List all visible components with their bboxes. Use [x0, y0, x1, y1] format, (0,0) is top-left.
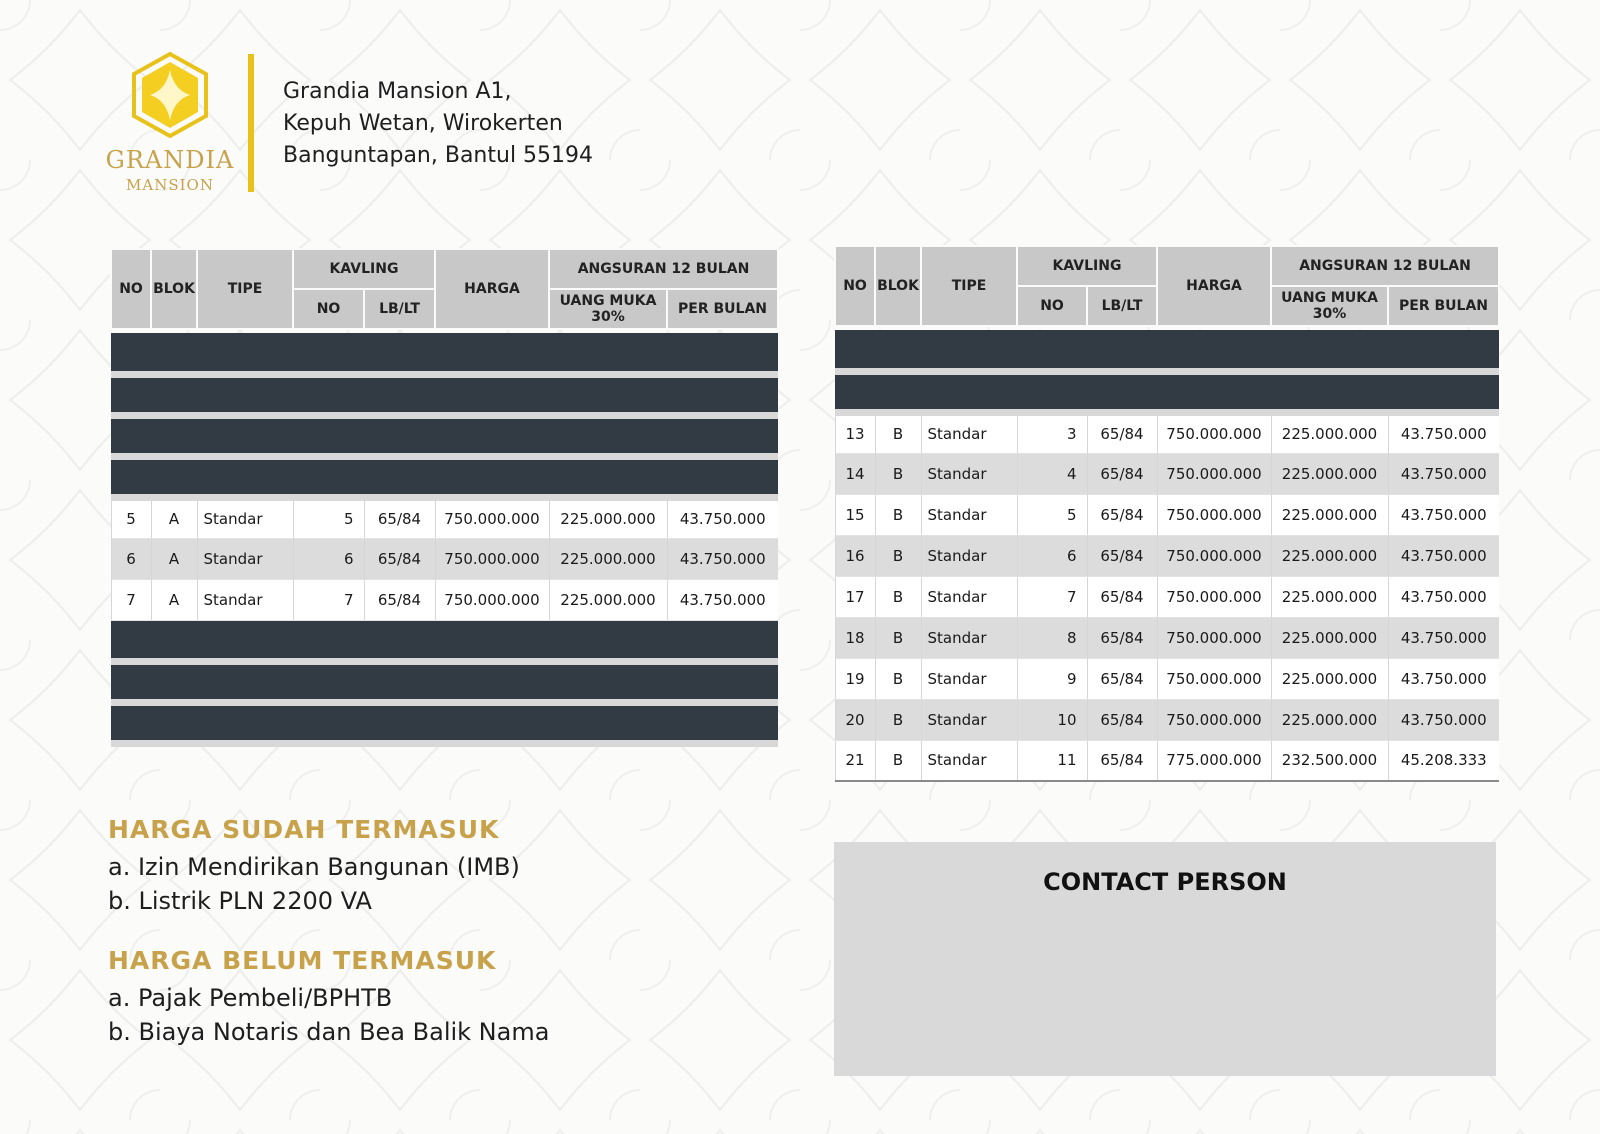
cell-tipe: Standar [921, 453, 1017, 494]
header-lb-lt: LB/LT [1087, 286, 1157, 326]
included-item: b. Listrik PLN 2200 VA [108, 887, 372, 915]
cell-uang-muka: 225.000.000 [1271, 617, 1388, 658]
table-row [111, 538, 778, 579]
cell-harga: 750.000.000 [1157, 699, 1271, 740]
cell-tipe: Standar [921, 699, 1017, 740]
cell-blok: A [151, 538, 197, 579]
cell-no: 21 [835, 740, 875, 781]
cell-harga: 750.000.000 [1157, 658, 1271, 699]
cell-kavling-no: 7 [1017, 576, 1087, 617]
cell-tipe: Standar [921, 576, 1017, 617]
contact-person-box [834, 842, 1496, 1076]
header-tipe: TIPE [197, 249, 293, 329]
cell-per-bulan: 43.750.000 [1388, 535, 1499, 576]
address-block [283, 76, 593, 172]
cell-no: 5 [111, 497, 151, 538]
cell-harga: 750.000.000 [1157, 453, 1271, 494]
redacted-row [835, 371, 1499, 412]
cell-per-bulan: 43.750.000 [667, 497, 778, 538]
cell-harga: 750.000.000 [1157, 535, 1271, 576]
table-row [835, 576, 1499, 617]
cell-per-bulan: 43.750.000 [1388, 617, 1499, 658]
table-row [111, 497, 778, 538]
header-tipe: TIPE [921, 246, 1017, 326]
cell-kavling-no: 8 [1017, 617, 1087, 658]
cell-harga: 750.000.000 [435, 497, 549, 538]
cell-blok: B [875, 740, 921, 781]
cell-harga: 750.000.000 [435, 579, 549, 620]
cell-lb-lt: 65/84 [1087, 535, 1157, 576]
header-harga: HARGA [1157, 246, 1271, 326]
table-row [835, 494, 1499, 535]
cell-uang-muka: 225.000.000 [549, 579, 667, 620]
header-kavling: KAVLING [1017, 246, 1157, 286]
cell-harga: 750.000.000 [1157, 576, 1271, 617]
cell-no: 14 [835, 453, 875, 494]
header-angsuran: ANGSURAN 12 BULAN [549, 249, 778, 289]
header-per-bulan: PER BULAN [667, 289, 778, 329]
included-item: a. Izin Mendirikan Bangunan (IMB) [108, 853, 520, 881]
redacted-row [111, 415, 778, 456]
cell-uang-muka: 225.000.000 [1271, 576, 1388, 617]
cell-kavling-no: 11 [1017, 740, 1087, 781]
cell-uang-muka: 225.000.000 [1271, 535, 1388, 576]
cell-tipe: Standar [921, 412, 1017, 453]
cell-lb-lt: 65/84 [1087, 412, 1157, 453]
table-row [835, 535, 1499, 576]
cell-tipe: Standar [197, 497, 293, 538]
redacted-row [111, 702, 778, 743]
cell-kavling-no: 7 [293, 579, 364, 620]
cell-no: 19 [835, 658, 875, 699]
cell-uang-muka: 225.000.000 [1271, 658, 1388, 699]
grandia-logo [100, 52, 240, 202]
cell-harga: 775.000.000 [1157, 740, 1271, 781]
included-title: HARGA SUDAH TERMASUK [108, 815, 500, 844]
cell-blok: B [875, 535, 921, 576]
header-blok: BLOK [151, 249, 197, 329]
cell-no: 17 [835, 576, 875, 617]
cell-blok: B [875, 699, 921, 740]
table-row [835, 699, 1499, 740]
header-angsuran: ANGSURAN 12 BULAN [1271, 246, 1499, 286]
cell-blok: B [875, 453, 921, 494]
cell-per-bulan: 43.750.000 [1388, 699, 1499, 740]
cell-uang-muka: 225.000.000 [1271, 412, 1388, 453]
cell-per-bulan: 43.750.000 [1388, 494, 1499, 535]
cell-lb-lt: 65/84 [1087, 494, 1157, 535]
cell-per-bulan: 43.750.000 [1388, 576, 1499, 617]
cell-kavling-no: 6 [1017, 535, 1087, 576]
cell-harga: 750.000.000 [1157, 617, 1271, 658]
logo-wordmark-mansion: MANSION [126, 176, 214, 194]
address-line-3: Banguntapan, Bantul 55194 [283, 143, 594, 168]
redacted-row [111, 661, 778, 702]
contact-title: CONTACT PERSON [1043, 868, 1287, 896]
header-no: NO [835, 246, 875, 326]
cell-lb-lt: 65/84 [1087, 740, 1157, 781]
cell-lb-lt: 65/84 [1087, 658, 1157, 699]
cell-no: 16 [835, 535, 875, 576]
table-row [835, 453, 1499, 494]
cell-harga: 750.000.000 [1157, 412, 1271, 453]
cell-no: 15 [835, 494, 875, 535]
header-kavling: KAVLING [293, 249, 435, 289]
header-divider [248, 54, 254, 192]
cell-no: 13 [835, 412, 875, 453]
cell-kavling-no: 3 [1017, 412, 1087, 453]
header-kavling-no: NO [293, 289, 364, 329]
address-line-2: Kepuh Wetan, Wirokerten [283, 111, 563, 136]
cell-tipe: Standar [197, 538, 293, 579]
cell-blok: B [875, 494, 921, 535]
cell-kavling-no: 4 [1017, 453, 1087, 494]
header-harga: HARGA [435, 249, 549, 329]
price-table-right [834, 245, 1500, 782]
cell-lb-lt: 65/84 [364, 538, 435, 579]
cell-per-bulan: 43.750.000 [1388, 412, 1499, 453]
cell-kavling-no: 5 [293, 497, 364, 538]
excluded-title: HARGA BELUM TERMASUK [108, 946, 497, 975]
header-uang-muka: UANG MUKA 30% [1271, 286, 1388, 326]
table-row [835, 740, 1499, 781]
table-row [111, 579, 778, 620]
price-table-left [110, 248, 779, 747]
table-row [835, 412, 1499, 453]
cell-per-bulan: 43.750.000 [1388, 658, 1499, 699]
cell-uang-muka: 225.000.000 [1271, 699, 1388, 740]
cell-tipe: Standar [921, 617, 1017, 658]
cell-tipe: Standar [197, 579, 293, 620]
header-blok: BLOK [875, 246, 921, 326]
header-kavling-no: NO [1017, 286, 1087, 326]
cell-lb-lt: 65/84 [1087, 453, 1157, 494]
cell-tipe: Standar [921, 658, 1017, 699]
cell-uang-muka: 225.000.000 [1271, 494, 1388, 535]
redacted-row [111, 620, 778, 661]
cell-per-bulan: 45.208.333 [1388, 740, 1499, 781]
cell-blok: A [151, 497, 197, 538]
cell-kavling-no: 9 [1017, 658, 1087, 699]
table-row [835, 617, 1499, 658]
cell-per-bulan: 43.750.000 [667, 579, 778, 620]
cell-lb-lt: 65/84 [364, 497, 435, 538]
cell-uang-muka: 225.000.000 [549, 538, 667, 579]
header-no: NO [111, 249, 151, 329]
header-lb-lt: LB/LT [364, 289, 435, 329]
cell-lb-lt: 65/84 [1087, 699, 1157, 740]
cell-tipe: Standar [921, 535, 1017, 576]
redacted-row [835, 330, 1499, 371]
cell-kavling-no: 10 [1017, 699, 1087, 740]
cell-blok: B [875, 576, 921, 617]
excluded-item: b. Biaya Notaris dan Bea Balik Nama [108, 1018, 550, 1046]
cell-per-bulan: 43.750.000 [1388, 453, 1499, 494]
cell-uang-muka: 225.000.000 [549, 497, 667, 538]
cell-harga: 750.000.000 [435, 538, 549, 579]
cell-no: 6 [111, 538, 151, 579]
header-per-bulan: PER BULAN [1388, 286, 1499, 326]
redacted-row [111, 456, 778, 497]
cell-harga: 750.000.000 [1157, 494, 1271, 535]
cell-no: 18 [835, 617, 875, 658]
cell-per-bulan: 43.750.000 [667, 538, 778, 579]
cell-kavling-no: 6 [293, 538, 364, 579]
cell-no: 20 [835, 699, 875, 740]
hexagon-star-icon [132, 52, 208, 138]
cell-uang-muka: 225.000.000 [1271, 453, 1388, 494]
cell-uang-muka: 232.500.000 [1271, 740, 1388, 781]
table-row [835, 658, 1499, 699]
cell-lb-lt: 65/84 [1087, 576, 1157, 617]
cell-tipe: Standar [921, 740, 1017, 781]
cell-blok: B [875, 658, 921, 699]
cell-blok: A [151, 579, 197, 620]
logo-wordmark-grandia: GRANDIA [105, 146, 235, 174]
address-line-1: Grandia Mansion A1, [283, 79, 512, 104]
cell-blok: B [875, 412, 921, 453]
cell-kavling-no: 5 [1017, 494, 1087, 535]
redacted-row [111, 333, 778, 374]
redacted-row [111, 374, 778, 415]
cell-tipe: Standar [921, 494, 1017, 535]
price-notes [108, 815, 549, 1049]
cell-lb-lt: 65/84 [1087, 617, 1157, 658]
excluded-item: a. Pajak Pembeli/BPHTB [108, 984, 393, 1012]
cell-blok: B [875, 617, 921, 658]
cell-lb-lt: 65/84 [364, 579, 435, 620]
cell-no: 7 [111, 579, 151, 620]
header-uang-muka: UANG MUKA 30% [549, 289, 667, 329]
